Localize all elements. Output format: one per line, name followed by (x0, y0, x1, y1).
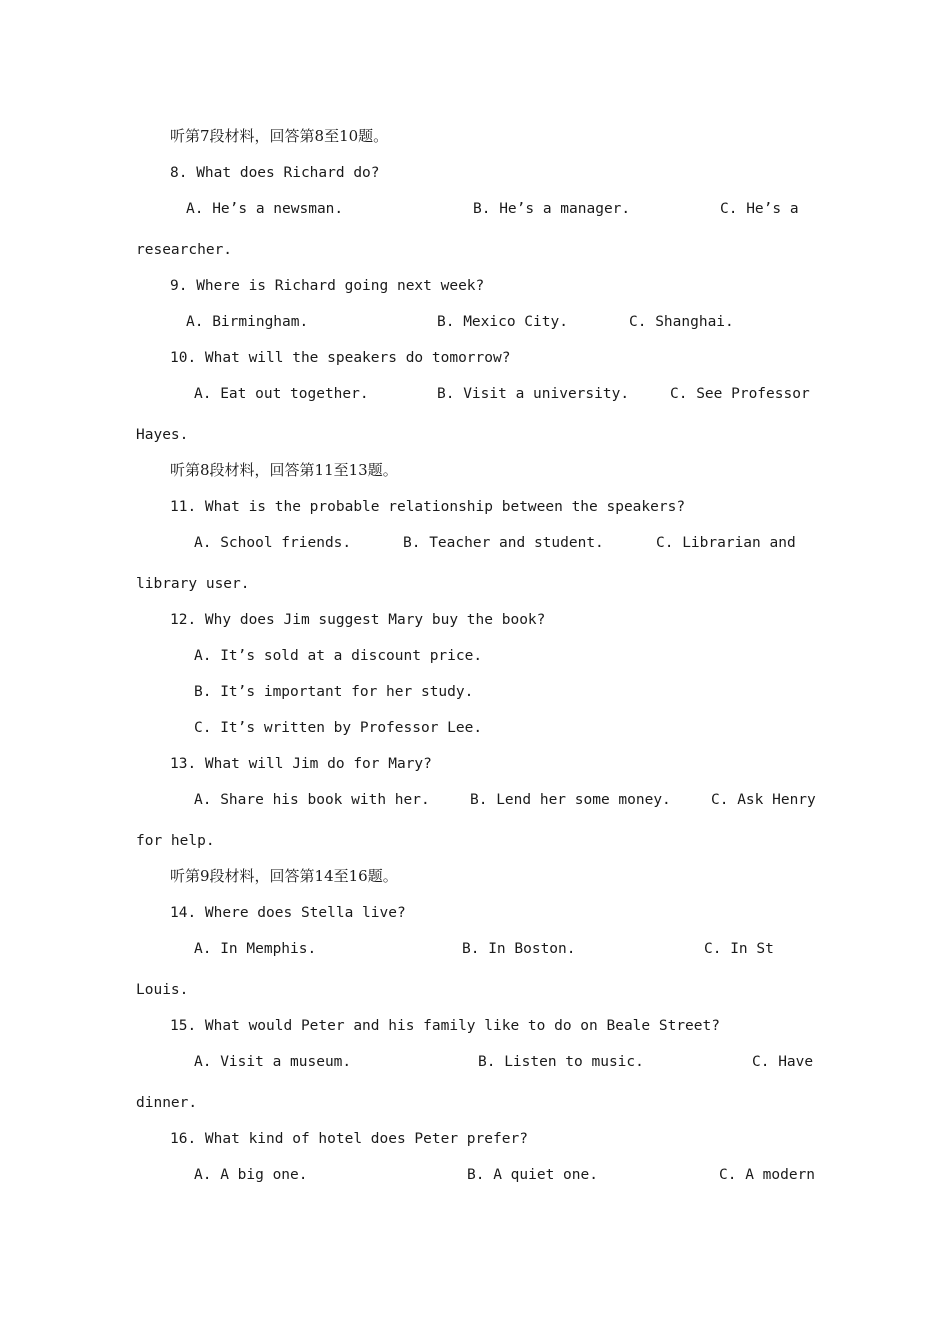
option-a: A. A big one. (194, 1167, 308, 1183)
option-c: C. Ask Henry (711, 792, 816, 808)
question-stem: 10. What will the speakers do tomorrow? (170, 350, 511, 366)
option-c-continuation: for help. (136, 833, 215, 849)
option-c-continuation: researcher. (136, 242, 233, 258)
option-b: B. In Boston. (462, 941, 576, 957)
option-b: B. Mexico City. (437, 314, 568, 330)
option-c-continuation: Hayes. (136, 427, 189, 443)
option-c-continuation: library user. (136, 576, 250, 592)
question-stem: 11. What is the probable relationship between the speakers? (170, 499, 686, 515)
option-c: C. It’s written by Professor Lee. (194, 720, 483, 736)
section-heading: 听第9段材料，回答第14至16题。 (170, 867, 398, 885)
question-stem: 13. What will Jim do for Mary? (170, 756, 432, 772)
option-c: C. A modern (719, 1167, 816, 1183)
option-a: A. Visit a museum. (194, 1054, 352, 1070)
question-stem: 9. Where is Richard going next week? (170, 278, 485, 294)
question-stem: 14. Where does Stella live? (170, 905, 406, 921)
option-c-continuation: dinner. (136, 1095, 198, 1111)
question-stem: 8. What does Richard do? (170, 165, 380, 181)
option-b: B. He’s a manager. (473, 201, 631, 217)
option-b: B. Visit a university. (437, 386, 630, 402)
option-a: A. In Memphis. (194, 941, 317, 957)
option-c: C. Have (752, 1054, 814, 1070)
section-heading: 听第8段材料，回答第11至13题。 (170, 461, 398, 479)
option-c: C. Shanghai. (629, 314, 734, 330)
option-c: C. He’s a (720, 201, 799, 217)
option-b: B. Teacher and student. (403, 535, 604, 551)
question-stem: 16. What kind of hotel does Peter prefer? (170, 1131, 528, 1147)
question-stem: 15. What would Peter and his family like to do on Beale Street? (170, 1018, 720, 1034)
option-a: A. Birmingham. (186, 314, 309, 330)
option-a: A. It’s sold at a discount price. (194, 648, 483, 664)
option-b: B. Listen to music. (478, 1054, 644, 1070)
option-b: B. It’s important for her study. (194, 684, 474, 700)
option-a: A. School friends. (194, 535, 352, 551)
option-a: A. He’s a newsman. (186, 201, 344, 217)
option-b: B. Lend her some money. (470, 792, 671, 808)
option-c: C. In St (704, 941, 774, 957)
option-a: A. Share his book with her. (194, 792, 430, 808)
question-stem: 12. Why does Jim suggest Mary buy the book? (170, 612, 546, 628)
section-heading: 听第7段材料，回答第8至10题。 (170, 127, 389, 145)
option-c: C. Librarian and (656, 535, 796, 551)
option-b: B. A quiet one. (467, 1167, 598, 1183)
option-a: A. Eat out together. (194, 386, 369, 402)
option-c: C. See Professor (670, 386, 810, 402)
option-c-continuation: Louis. (136, 982, 189, 998)
